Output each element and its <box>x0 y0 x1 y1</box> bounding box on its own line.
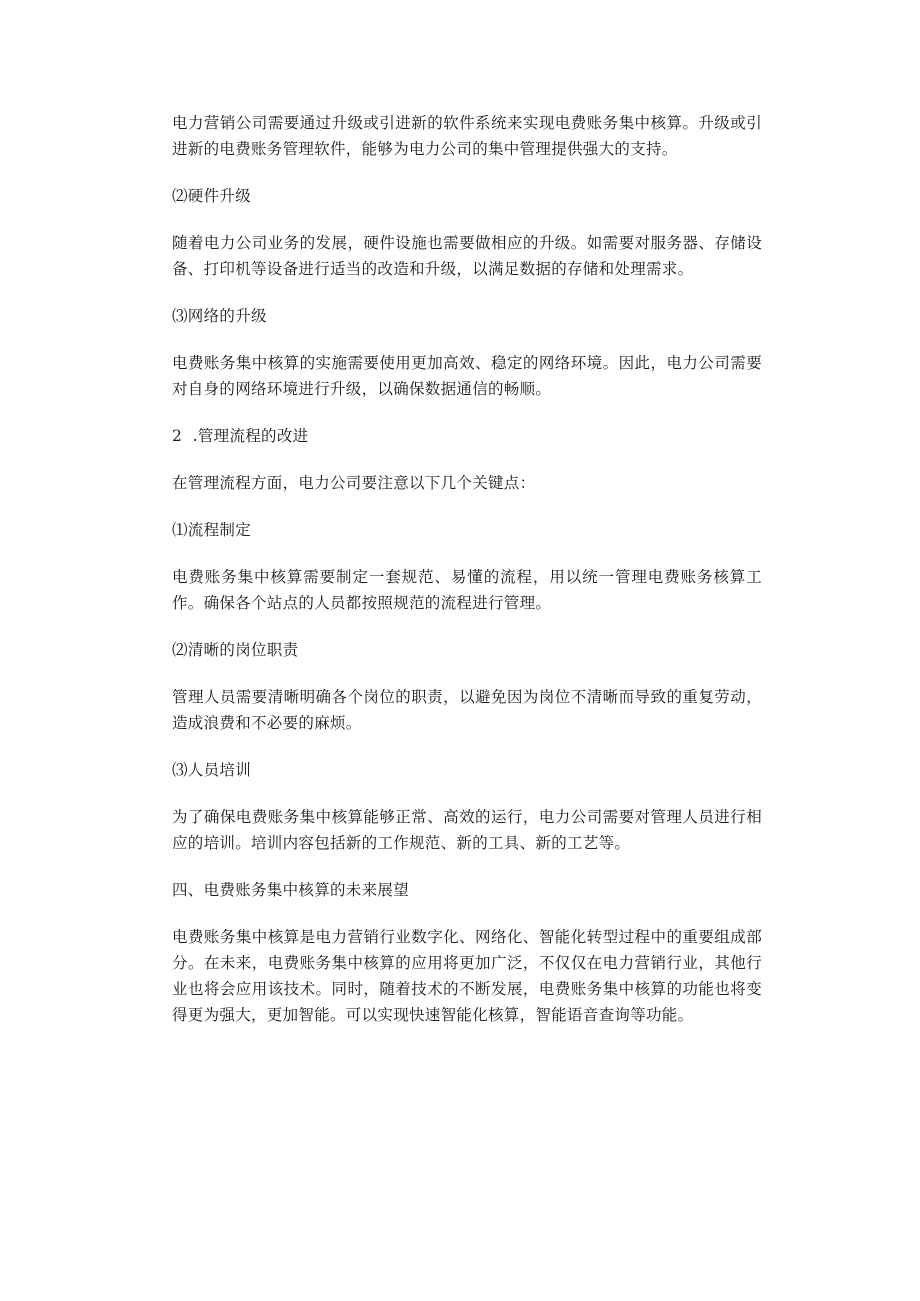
paragraph-hardware-upgrade: 随着电力公司业务的发展，硬件设施也需要做相应的升级。如需要对服务器、存储设备、打印机等设备进行适当的改造和升级，以满足数据的存储和处理需求。 <box>172 234 762 278</box>
paragraph-staff-training: 为了确保电费账务集中核算能够正常、高效的运行，电力公司需要对管理人员进行相应的培训。培训内容包括新的工作规范、新的工具、新的工艺等。 <box>172 808 762 852</box>
paragraph-future-outlook: 电费账务集中核算是电力营销行业数字化、网络化、智能化转型过程中的重要组成部分。在未来，电费账务集中核算的应用将更加广泛，不仅仅在电力营销行业，其他行业也将会应用该技术。同时，随着技术的不断发展，电费账务集中核算的功能也将变得更为强大，更加智能。可以实现快速智能化核算，智能语音查询等功能。 <box>172 928 762 1024</box>
subheading-process-definition: ⑴流程制定 <box>172 521 252 539</box>
subheading-hardware-upgrade: ⑵硬件升级 <box>172 187 252 205</box>
subheading-network-upgrade: ⑶网络的升级 <box>172 307 267 325</box>
subheading-job-responsibilities: ⑵清晰的岗位职责 <box>172 641 299 659</box>
document-body <box>172 110 762 1049</box>
section-heading-process-improvement: 2 .管理流程的改进 <box>172 427 309 445</box>
subheading-staff-training: ⑶人员培训 <box>172 761 252 779</box>
paragraph-process-intro: 在管理流程方面，电力公司要注意以下几个关键点： <box>172 474 536 492</box>
chapter-heading-future-outlook: 四、电费账务集中核算的未来展望 <box>172 881 410 899</box>
paragraph-network-upgrade: 电费账务集中核算的实施需要使用更加高效、稳定的网络环境。因此，电力公司需要对自身的网络环境进行升级，以确保数据通信的畅顺。 <box>172 354 762 398</box>
paragraph-process-definition: 电费账务集中核算需要制定一套规范、易懂的流程，用以统一管理电费账务核算工作。确保各个站点的人员都按照规范的流程进行管理。 <box>172 568 762 612</box>
paragraph-software-upgrade: 电力营销公司需要通过升级或引进新的软件系统来实现电费账务集中核算。升级或引进新的电费账务管理软件，能够为电力公司的集中管理提供强大的支持。 <box>172 114 762 158</box>
paragraph-job-responsibilities: 管理人员需要清晰明确各个岗位的职责，以避免因为岗位不清晰而导致的重复劳动，造成浪费和不必要的麻烦。 <box>172 688 762 732</box>
